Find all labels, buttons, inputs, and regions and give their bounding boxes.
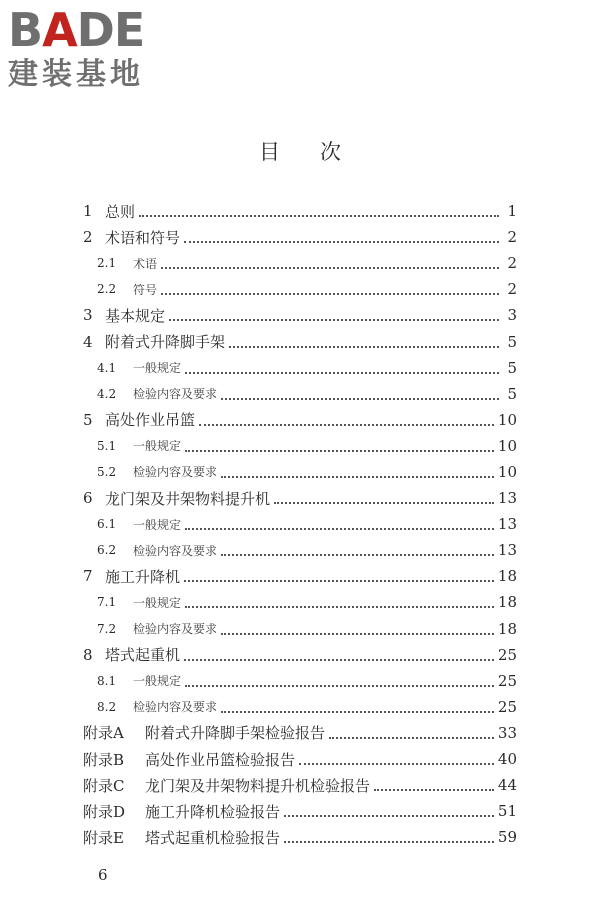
- logo-letter-b: B: [8, 3, 43, 57]
- toc-entry-label: 检验内容及要求: [133, 622, 218, 637]
- toc-entry-number: 附录B: [83, 750, 125, 769]
- toc-leader-dots: [221, 388, 499, 400]
- toc-entry-number: 7.2: [97, 621, 117, 636]
- toc-entry-page: 2: [507, 228, 517, 247]
- toc-entry[interactable]: [83, 668, 517, 694]
- toc-entry-page: 13: [497, 489, 517, 508]
- toc-entry-number: 5.1: [97, 438, 117, 453]
- toc-entry-page: 51: [497, 802, 517, 821]
- toc-entry[interactable]: [83, 381, 517, 407]
- logo-letter-a: A: [42, 3, 77, 57]
- toc-leader-dots: [139, 205, 499, 217]
- toc-entry[interactable]: [83, 589, 517, 615]
- toc-leader-dots: [185, 440, 494, 452]
- toc-entry-page: 3: [507, 306, 517, 325]
- toc-entry-number: 3: [83, 306, 93, 325]
- page-title: 目次: [259, 140, 381, 164]
- toc-entry[interactable]: [83, 302, 517, 328]
- toc-leader-dots: [161, 283, 499, 295]
- toc-entry-page: 33: [497, 723, 517, 742]
- toc-entry-page: 25: [497, 671, 517, 690]
- toc-entry-label: 龙门架及井架物料提升机检验报告: [145, 776, 371, 795]
- toc-entry-number: 4: [83, 332, 93, 351]
- toc-entry-label: 附着式升降脚手架: [105, 333, 226, 352]
- toc-entry-number: 附录C: [83, 776, 125, 795]
- toc-entry[interactable]: [83, 563, 517, 589]
- table-of-contents: [83, 198, 517, 850]
- toc-entry-number: 1: [83, 202, 93, 221]
- toc-entry[interactable]: [83, 407, 517, 433]
- toc-entry-number: 5.2: [97, 464, 117, 479]
- toc-entry-number: 5: [83, 410, 93, 429]
- toc-entry[interactable]: [83, 276, 517, 302]
- toc-entry-number: 6.1: [97, 517, 117, 532]
- toc-entry-page: 18: [497, 567, 517, 586]
- toc-entry-page: 13: [497, 541, 517, 560]
- toc-entry-page: 59: [497, 828, 517, 847]
- toc-entry-page: 44: [497, 776, 517, 795]
- toc-entry-label: 龙门架及井架物料提升机: [105, 489, 271, 508]
- toc-entry-label: 一般规定: [133, 674, 182, 689]
- toc-entry-page: 10: [497, 462, 517, 481]
- toc-entry[interactable]: [83, 537, 517, 563]
- toc-leader-dots: [184, 649, 494, 661]
- toc-leader-dots: [374, 779, 494, 791]
- toc-entry-page: 13: [497, 515, 517, 534]
- toc-entry-label: 总则: [105, 202, 136, 221]
- toc-entry-number: 4.1: [97, 360, 117, 375]
- toc-entry-number: 8.1: [97, 673, 117, 688]
- toc-entry-number: 附录A: [83, 724, 124, 743]
- toc-entry-number: 附录E: [83, 828, 124, 847]
- toc-entry-number: 6.2: [97, 543, 117, 558]
- toc-entry[interactable]: [83, 328, 517, 354]
- toc-entry-number: 7: [83, 567, 93, 586]
- toc-entry-label: 高处作业吊篮: [105, 411, 196, 430]
- toc-leader-dots: [185, 675, 494, 687]
- toc-entry-label: 高处作业吊篮检验报告: [145, 750, 296, 769]
- toc-entry-label: 塔式起重机检验报告: [145, 828, 281, 847]
- toc-entry[interactable]: [83, 616, 517, 642]
- toc-entry-number: 8.2: [97, 699, 117, 714]
- toc-entry-label: 一般规定: [133, 517, 182, 532]
- toc-entry-label: 附着式升降脚手架检验报告: [145, 724, 326, 743]
- toc-entry[interactable]: [83, 642, 517, 668]
- toc-entry-page: 40: [497, 750, 517, 769]
- toc-entry[interactable]: [83, 459, 517, 485]
- toc-entry[interactable]: [83, 433, 517, 459]
- toc-entry-page: 10: [497, 436, 517, 455]
- toc-leader-dots: [199, 414, 494, 426]
- toc-entry[interactable]: [83, 746, 517, 772]
- toc-leader-dots: [184, 231, 499, 243]
- toc-leader-dots: [284, 831, 494, 843]
- toc-leader-dots: [221, 701, 494, 713]
- toc-entry-label: 检验内容及要求: [133, 465, 218, 480]
- toc-entry-number: 6: [83, 489, 93, 508]
- toc-entry[interactable]: [83, 511, 517, 537]
- toc-entry[interactable]: [83, 772, 517, 798]
- toc-entry[interactable]: [83, 198, 517, 224]
- toc-entry-label: 基本规定: [105, 306, 166, 325]
- toc-entry-page: 25: [497, 645, 517, 664]
- toc-entry[interactable]: [83, 798, 517, 824]
- toc-entry-label: 塔式起重机: [105, 646, 181, 665]
- toc-entry-label: 术语和符号: [105, 228, 181, 247]
- toc-entry[interactable]: [83, 824, 517, 850]
- toc-leader-dots: [221, 466, 494, 478]
- toc-entry-label: 检验内容及要求: [133, 387, 218, 402]
- toc-entry-number: 8: [83, 645, 93, 664]
- toc-entry[interactable]: [83, 355, 517, 381]
- toc-entry-page: 2: [507, 280, 517, 299]
- toc-leader-dots: [299, 753, 494, 765]
- toc-leader-dots: [329, 727, 494, 739]
- toc-entry-number: 4.2: [97, 386, 117, 401]
- logo-subtitle: 建装基地: [8, 57, 144, 92]
- toc-entry-number: 2.2: [97, 282, 117, 297]
- toc-leader-dots: [221, 544, 494, 556]
- toc-entry-label: 一般规定: [133, 595, 182, 610]
- toc-leader-dots: [274, 492, 494, 504]
- toc-leader-dots: [184, 570, 494, 582]
- toc-entry-number: 2.1: [97, 256, 117, 271]
- logo-letters-de: DE: [76, 3, 145, 57]
- toc-entry-number: 2: [83, 228, 93, 247]
- toc-entry-page: 2: [507, 254, 517, 273]
- toc-entry-label: 一般规定: [133, 361, 182, 376]
- toc-leader-dots: [221, 623, 494, 635]
- toc-leader-dots: [185, 362, 499, 374]
- toc-entry-page: 10: [497, 410, 517, 429]
- toc-entry-page: 18: [497, 619, 517, 638]
- toc-entry-label: 检验内容及要求: [133, 543, 218, 558]
- toc-leader-dots: [185, 518, 494, 530]
- toc-entry[interactable]: [83, 485, 517, 511]
- toc-leader-dots: [169, 309, 499, 321]
- toc-entry[interactable]: [83, 720, 517, 746]
- toc-entry-page: 5: [507, 358, 517, 377]
- toc-leader-dots: [284, 805, 494, 817]
- toc-entry-number: 附录D: [83, 802, 126, 821]
- toc-entry-label: 检验内容及要求: [133, 700, 218, 715]
- bade-logo: [8, 3, 183, 92]
- toc-entry-label: 施工升降机检验报告: [145, 802, 281, 821]
- toc-entry[interactable]: [83, 694, 517, 720]
- toc-entry-page: 25: [497, 697, 517, 716]
- toc-entry[interactable]: [83, 224, 517, 250]
- toc-entry-page: 1: [507, 202, 517, 221]
- toc-entry-label: 一般规定: [133, 439, 182, 454]
- toc-entry-number: 7.1: [97, 595, 117, 610]
- toc-entry-label: 术语: [133, 256, 158, 271]
- toc-entry-label: 施工升降机: [105, 567, 181, 586]
- toc-leader-dots: [229, 336, 499, 348]
- toc-leader-dots: [185, 596, 494, 608]
- page-number: 6: [98, 866, 108, 884]
- logo-wordmark: [8, 3, 183, 57]
- toc-entry[interactable]: [83, 250, 517, 276]
- toc-entry-page: 5: [507, 332, 517, 351]
- toc-entry-page: 18: [497, 593, 517, 612]
- toc-entry-page: 5: [507, 384, 517, 403]
- toc-leader-dots: [161, 257, 499, 269]
- toc-entry-label: 符号: [133, 282, 158, 297]
